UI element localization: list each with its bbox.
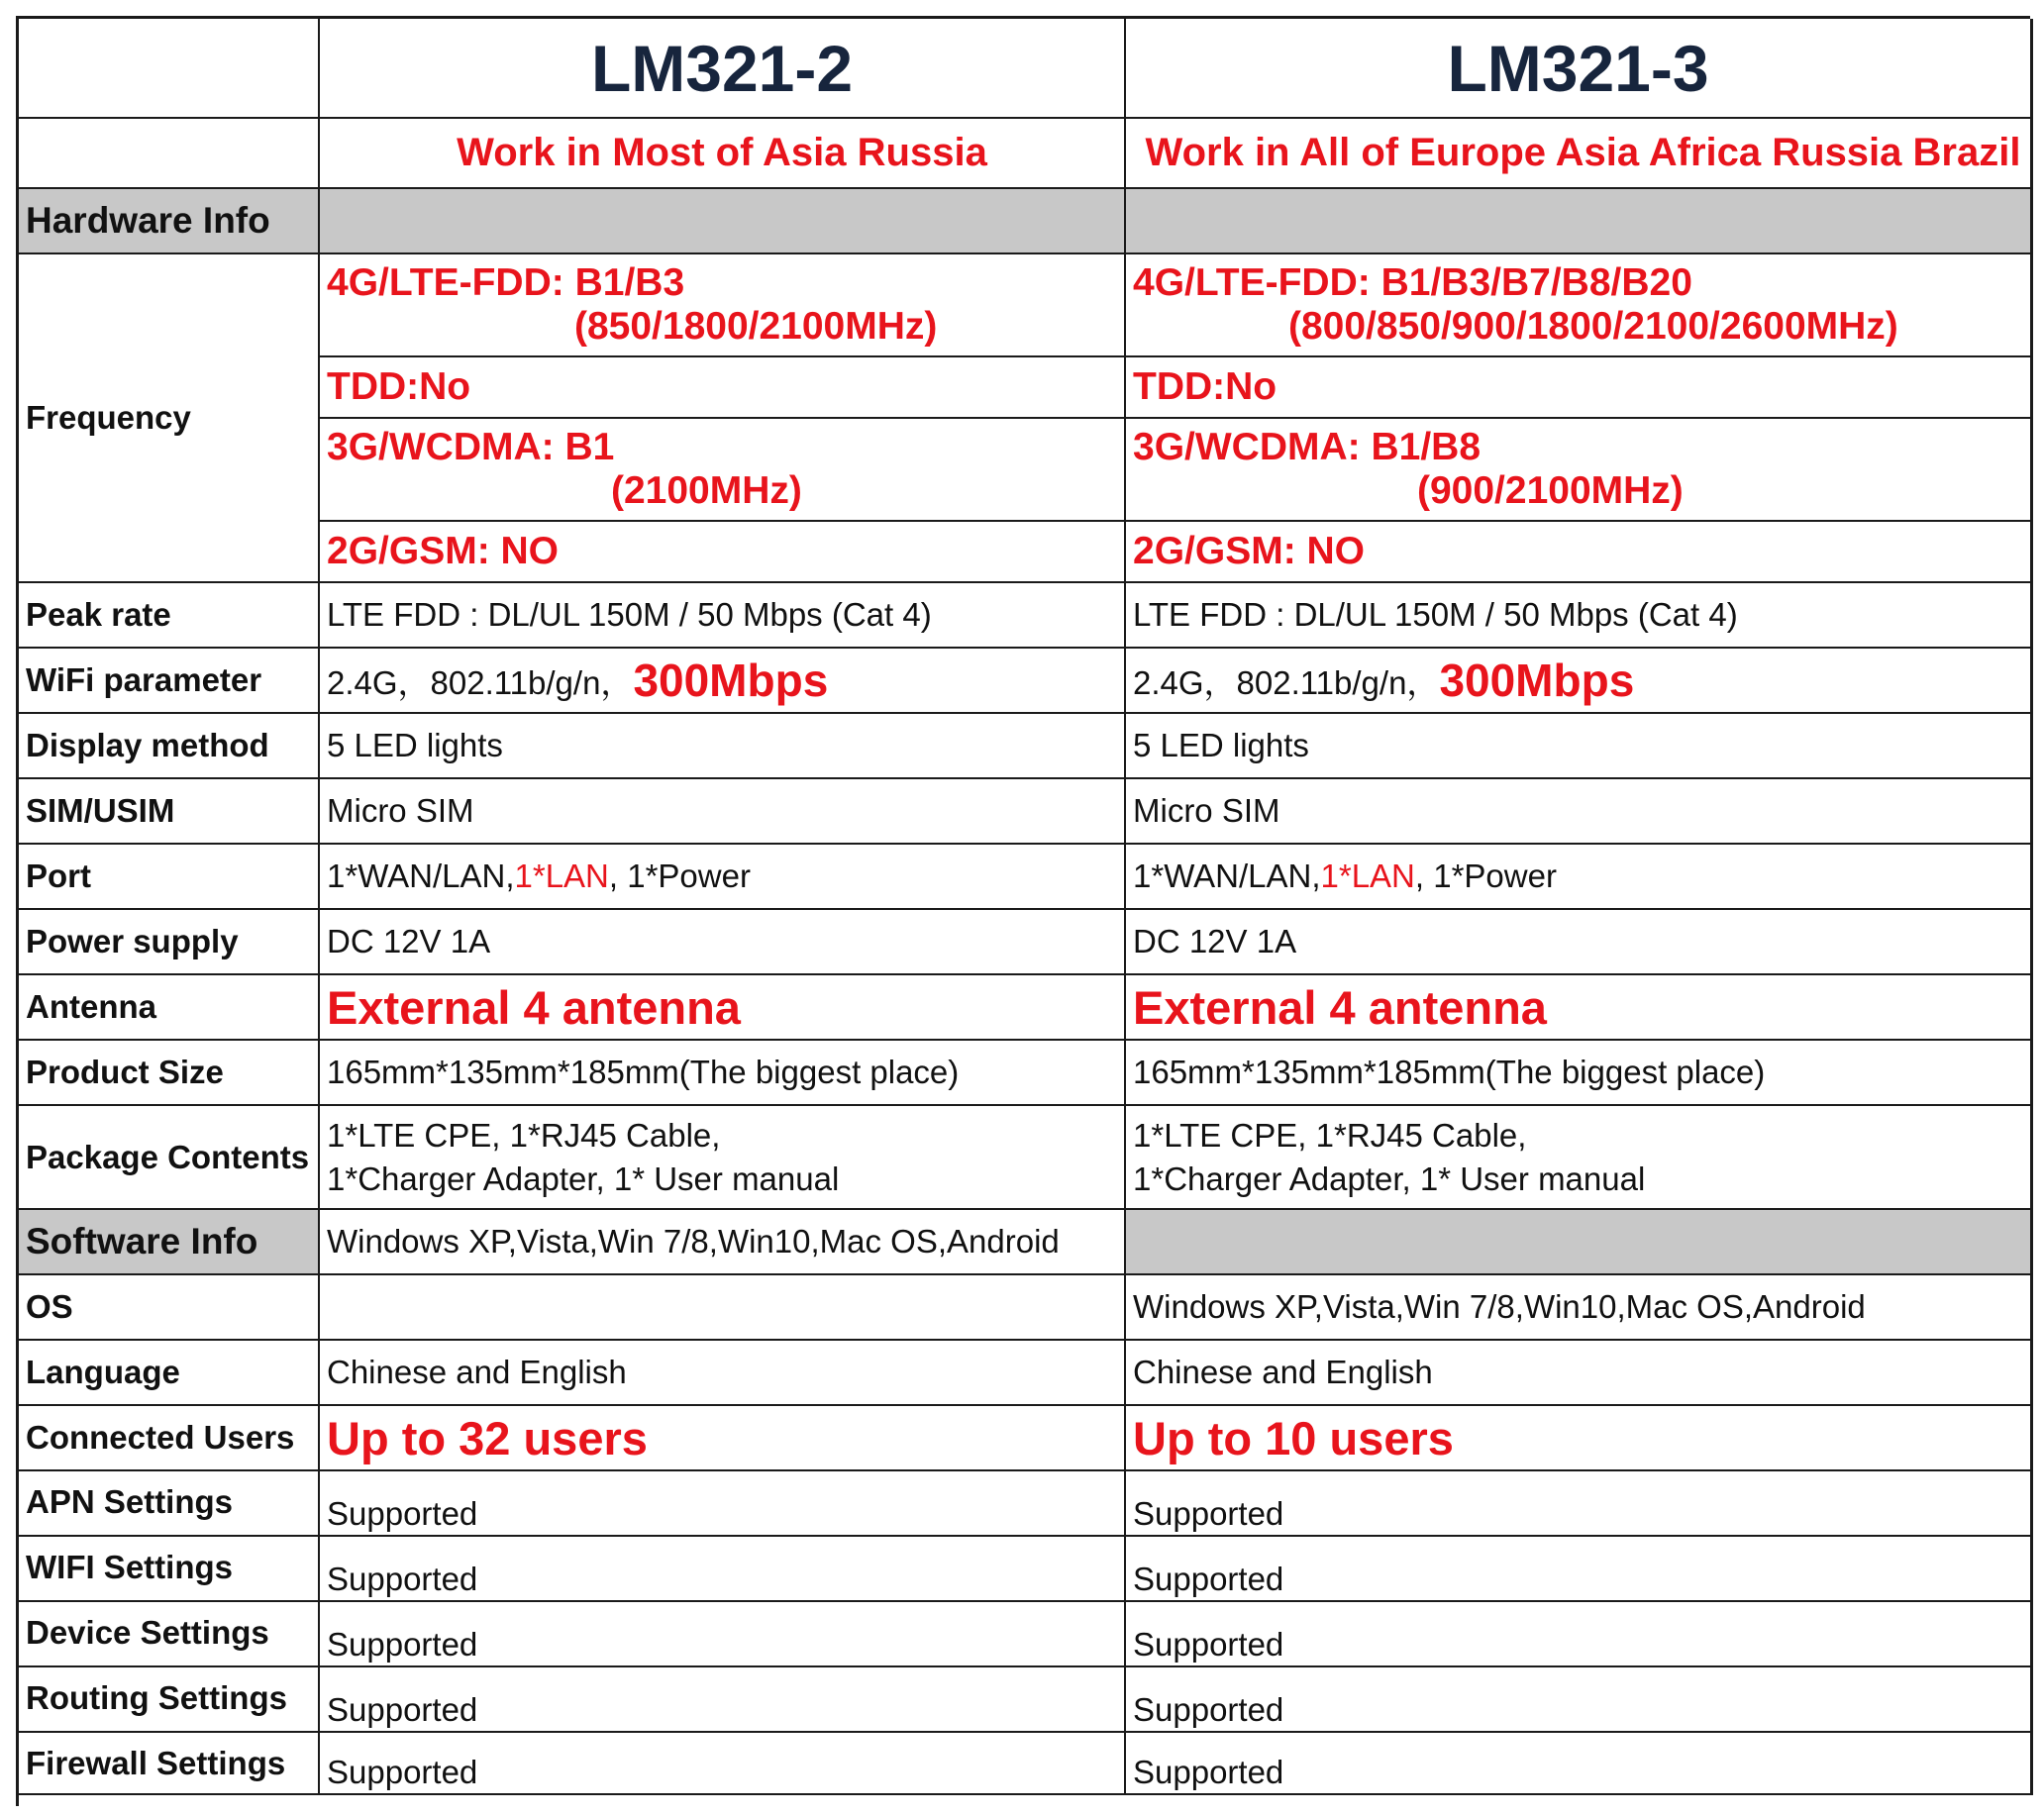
tdd-lm321-2 [320, 357, 1126, 419]
gsm-lm321-3 [1126, 522, 2033, 583]
port-wan: 1*WAN/LAN, [327, 858, 515, 894]
tdd-value: TDD:No [327, 365, 471, 408]
package-contents-lm321-2 [320, 1106, 1126, 1210]
sim-lm321-2: Micro SIM [320, 779, 1126, 845]
port-lan: 1*LAN [1320, 858, 1415, 894]
wifi-parameter-label: WiFi parameter [19, 649, 320, 714]
port-power: , 1*Power [1414, 858, 1557, 894]
gsm-value: 2G/GSM: NO [1133, 530, 1366, 572]
display-method-lm321-3: 5 LED lights [1126, 714, 2033, 779]
lte-bands: 4G/LTE-FDD: B1/B3 [327, 261, 685, 304]
os-label: OS [19, 1275, 320, 1341]
os-empty-lm321-2 [320, 1275, 1126, 1341]
power-supply-label: Power supply [19, 910, 320, 975]
wcdma-mhz: (900/2100MHz) [1417, 469, 1684, 512]
port-lm321-2 [320, 845, 1126, 910]
antenna-lm321-2: External 4 antenna [320, 975, 1126, 1041]
language-label: Language [19, 1341, 320, 1406]
tdd-lm321-3 [1126, 357, 2033, 419]
peak-rate-lm321-2: LTE FDD : DL/UL 150M / 50 Mbps (Cat 4) [320, 583, 1126, 649]
lte-freq-lm321-2 [320, 254, 1126, 357]
routing-settings-lm321-2: Supported [320, 1667, 1126, 1733]
wifi-standard: 2.4G，802.11b/g/n， [1133, 663, 1440, 701]
antenna-lm321-3: External 4 antenna [1126, 975, 2033, 1041]
wifi-parameter-lm321-3 [1126, 649, 2033, 714]
wcdma-freq-lm321-3 [1126, 419, 2033, 522]
wifi-parameter-lm321-2 [320, 649, 1126, 714]
package-line-2: 1*Charger Adapter, 1* User manual [1133, 1160, 1646, 1197]
connected-users-label: Connected Users [19, 1406, 320, 1471]
section-hardware-fill [320, 189, 1126, 254]
wifi-settings-lm321-3: Supported [1126, 1537, 2033, 1602]
device-settings-label: Device Settings [19, 1602, 320, 1667]
section-hardware-fill [1126, 189, 2033, 254]
model-title-lm321-2: LM321-2 [320, 19, 1126, 119]
model-title-lm321-3: LM321-3 [1126, 19, 2033, 119]
product-size-lm321-2: 165mm*135mm*185mm(The biggest place) [320, 1041, 1126, 1106]
wcdma-bands: 3G/WCDMA: B1/B8 [1133, 426, 1482, 468]
frequency-label: Frequency [19, 254, 320, 583]
package-line-2: 1*Charger Adapter, 1* User manual [327, 1160, 840, 1197]
firewall-settings-lm321-3: Supported [1126, 1733, 2033, 1795]
display-method-lm321-2: 5 LED lights [320, 714, 1126, 779]
firewall-settings-label: Firewall Settings [19, 1733, 320, 1795]
port-lm321-3 [1126, 845, 2033, 910]
section-software-info: Software Info [19, 1210, 320, 1275]
port-power: , 1*Power [608, 858, 751, 894]
package-line-1: 1*LTE CPE, 1*RJ45 Cable, [1133, 1116, 1527, 1154]
lte-mhz: (850/1800/2100MHz) [574, 305, 938, 348]
tdd-value: TDD:No [1133, 365, 1278, 408]
port-label: Port [19, 845, 320, 910]
port-lan: 1*LAN [514, 858, 609, 894]
sim-label: SIM/USIM [19, 779, 320, 845]
connected-users-lm321-2: Up to 32 users [320, 1406, 1126, 1471]
power-supply-lm321-3: DC 12V 1A [1126, 910, 2033, 975]
wifi-speed: 300Mbps [633, 655, 829, 706]
os-list-lm321-2: Windows XP,Vista,Win 7/8,Win10,Mac OS,Android [320, 1210, 1126, 1275]
apn-settings-lm321-2: Supported [320, 1471, 1126, 1537]
wifi-settings-lm321-2: Supported [320, 1537, 1126, 1602]
gsm-value: 2G/GSM: NO [327, 530, 560, 572]
lte-freq-lm321-3 [1126, 254, 2033, 357]
language-lm321-2: Chinese and English [320, 1341, 1126, 1406]
section-hardware-info: Hardware Info [19, 189, 320, 254]
product-size-lm321-3: 165mm*135mm*185mm(The biggest place) [1126, 1041, 2033, 1106]
antenna-label: Antenna [19, 975, 320, 1041]
product-size-label: Product Size [19, 1041, 320, 1106]
sim-lm321-3: Micro SIM [1126, 779, 2033, 845]
package-line-1: 1*LTE CPE, 1*RJ45 Cable, [327, 1116, 721, 1154]
region-label-cell [19, 119, 320, 189]
apn-settings-label: APN Settings [19, 1471, 320, 1537]
wifi-standard: 2.4G，802.11b/g/n， [327, 663, 634, 701]
peak-rate-lm321-3: LTE FDD : DL/UL 150M / 50 Mbps (Cat 4) [1126, 583, 2033, 649]
package-contents-label: Package Contents [19, 1106, 320, 1210]
power-supply-lm321-2: DC 12V 1A [320, 910, 1126, 975]
device-settings-lm321-2: Supported [320, 1602, 1126, 1667]
package-contents-lm321-3 [1126, 1106, 2033, 1210]
lte-bands: 4G/LTE-FDD: B1/B3/B7/B8/B20 [1133, 261, 1692, 304]
wifi-speed: 300Mbps [1439, 655, 1635, 706]
lte-mhz: (800/850/900/1800/2100/2600MHz) [1288, 305, 1898, 348]
corner-cell [19, 19, 320, 119]
routing-settings-lm321-3: Supported [1126, 1667, 2033, 1733]
wcdma-freq-lm321-2 [320, 419, 1126, 522]
os-list-lm321-3: Windows XP,Vista,Win 7/8,Win10,Mac OS,Android [1126, 1275, 2033, 1341]
display-method-label: Display method [19, 714, 320, 779]
section-software-fill [1126, 1210, 2033, 1275]
language-lm321-3: Chinese and English [1126, 1341, 2033, 1406]
wifi-settings-label: WIFI Settings [19, 1537, 320, 1602]
peak-rate-label: Peak rate [19, 583, 320, 649]
wcdma-mhz: (2100MHz) [611, 469, 802, 512]
routing-settings-label: Routing Settings [19, 1667, 320, 1733]
apn-settings-lm321-3: Supported [1126, 1471, 2033, 1537]
firewall-settings-lm321-2: Supported [320, 1733, 1126, 1795]
comparison-table [16, 16, 2030, 1806]
region-lm321-3: Work in All of Europe Asia Africa Russia Brazil [1126, 119, 2033, 189]
region-lm321-2: Work in Most of Asia Russia [320, 119, 1126, 189]
device-settings-lm321-3: Supported [1126, 1602, 2033, 1667]
wcdma-bands: 3G/WCDMA: B1 [327, 426, 615, 468]
gsm-lm321-2 [320, 522, 1126, 583]
connected-users-lm321-3: Up to 10 users [1126, 1406, 2033, 1471]
port-wan: 1*WAN/LAN, [1133, 858, 1321, 894]
